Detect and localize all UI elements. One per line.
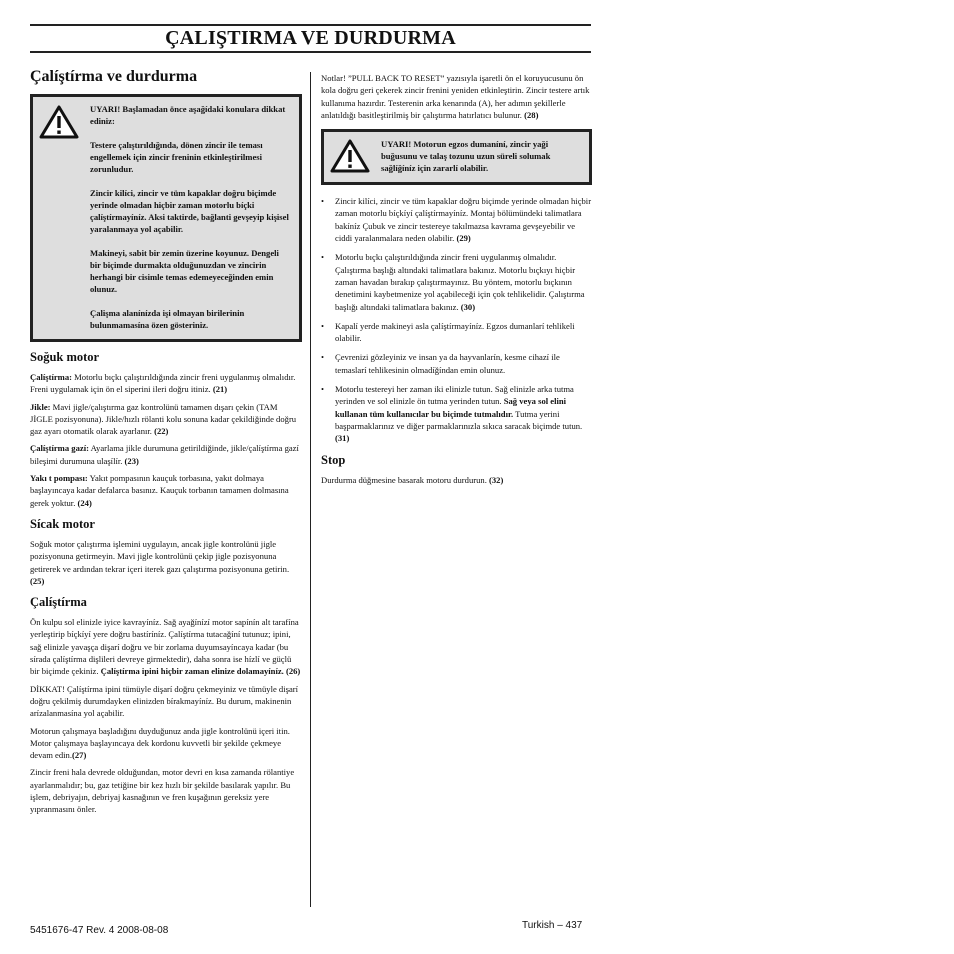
page-title: ÇALIŞTIRMA VE DURDURMA	[165, 27, 456, 49]
left-column	[30, 68, 302, 821]
paragraph: Ön kulpu sol elinizle iyice kavrayíníz. Sağ ayağínízí motor sapínín alt tarafína yerleştirip bíçkíyí yere doğru bastíríníz. Çalíştírma tutacağíní tutunuz; ipini, sağ elinizle yavaşça dişarí doğru ve bir zorlama duyumsayíncaya kadar (bu sírada çalíştírma dişlileri devreye girmektedir), daha sonra ise hízlí ve güçlü bir biçimde çekiniz. Çalíştírma ipini hiçbir zaman elinize dolamayíníz. (26)	[30, 617, 301, 677]
heading-soguk-motor: Soğuk motor	[30, 350, 100, 364]
paragraph: Durdurma düğmesine basarak motoru durdurun. (32)	[321, 474, 504, 485]
section-title: Çalíştírma ve durdurma	[30, 68, 198, 85]
warning-para: Zincir kilíci, zincir ve tüm kapaklar doğru biçimde yerinde olmadan hiçbir zaman motorlu bíçki çalíştírmayíníz. Aksi taktirde, bağlanti gevşeyip kişisel yaralanmaya yol açabilir.	[90, 188, 289, 234]
list-item: • Motorlu testereyi her zaman iki elinizle tutun. Sağ elinizle arka tutma yerinden ve sol elinizle ön tutma yerinden tutun. Sağ veya sol elini kullanan tüm kullanıcılar bu biçimde tutmalıdır. Tutma yerini başparmaklarınız ve diğer parmaklarınızla sıkıca saracak biçimde tutun. (31)	[321, 384, 583, 444]
paragraph: Çalíştírma: Motorlu bıçkı çalıştırıldığında zincir freni uygulanmış olmalıdır. Freni uygulamak için ön el siperini ileri doğru itiniz. (21)	[30, 372, 296, 395]
bullet-list	[321, 195, 592, 444]
warning-para: Testere çalıştırıldığında, dönen zincir ile teması engellemek için zincir freninin etkinleştirilmesi zorunludur.	[90, 140, 263, 174]
paragraph: DİKKAT! Çalíştírma ipini tümüyle dişarí doğru çekmeyiniz ve tümüyle dişarí doğru çekilmiş durumdayken elinizden bírakmayíníz. Bu durum, makinenin arízalanmasína yol açabilir.	[30, 683, 299, 719]
paragraph: Zincir freni hala devrede olduğundan, motor devri en kısa zamanda rölantiye ayarlanmalıdır; bu, gaz tetiğine bir kez hızlı bir şekilde basılarak yapılır. Bu işlem, debriyajın, debriyaj kasnağının ve fren kuşağının gereksiz yere yıpranmasını önler.	[30, 767, 295, 815]
warning-box-start	[30, 94, 302, 342]
warning-para: Makineyi, sabit bir zemin üzerine koyunuz. Dengeli bir biçimde durmakta olduğunuzdan ve zincirin herhangi bir cisimle temas edemeyeceğinden emin olunuz.	[90, 248, 279, 294]
paragraph: Soğuk motor çalıştırma işlemini uygulayın, ancak jigle kontrolünü jigle pozisyonuna getirmeyin. Mavi jigle kontrolünü çekip jigle pozisyonuna getirerek ve ardından tekrar içeri iterek gazı çalıştırma pozisyonuna getirin. (25)	[30, 538, 290, 586]
warning-para: Çalişma alanínízda işi olmayan birilerinin bulunmamasína özen gösteriniz.	[90, 308, 245, 330]
heading-stop: Stop	[321, 452, 346, 467]
paragraph: Motorun çalışmaya başladığını duyduğunuz anda jigle kontrolünü içeri itin. Motor çalışmaya başlayıncaya dek kordonu kuvvetli bir şekilde çekmeye devam edin.(27)	[30, 725, 290, 761]
paragraph: Yakı t pompası: Yakıt pompasının kauçuk torbasına, yakıt dolmaya başlayıncaya kadar defalarca basınız. Kauçuk torbanın tamamen dolmasına gerek yoktur. (24)	[30, 473, 289, 508]
paragraph: Jikle: Mavi jigle/çalıştırma gaz kontrolünü tamamen dışarı çekin (TAM JİGLE pozisyonuna). Jikle/hızlı rölanti kolu sonuna kadar çekildiğinde doğru gaz ayarı otomatik olarak ayarlanır. (22)	[30, 401, 297, 437]
list-item: • Çevrenizi gözleyiniz ve insan ya da hayvanlarín, kesme cihazí ile temaslarí tehlikesinin olmadíğíndan emin olunuz.	[321, 352, 560, 375]
footer-page-label: Turkish – 437	[522, 920, 583, 931]
warning-triangle-icon	[330, 139, 370, 173]
warning-triangle-icon	[39, 105, 79, 139]
footer-doc-code: 5451676-47 Rev. 4 2008-08-08	[30, 925, 169, 936]
list-item: • Motorlu bıçkı çalıştırıldığında zincir freni uygulanmış olmalıdır. Çalıştırma başlığı altındaki talimatlara bakınız. Motorlu bıçkıyı hiçbir zaman havadan bırakıp çalıştırmayınız. Bu yöntem, motorlu bıçkının denetimini kaybetmenize yol açabileceği için çok tehlikelidir. Çalıştırma başlığı altındaki talimatlara bakınız. (30)	[321, 252, 585, 312]
list-item: • Kapalí yerde makineyi asla çalíştírmayíníz. Egzos dumanlarí tehlikeli olabilir.	[321, 320, 575, 344]
warning-box-exhaust	[321, 129, 592, 185]
right-column	[321, 72, 592, 491]
paragraph: Çalíştírma gazí: Ayarlama jikle durumuna getirildiğinde, jikle/çalíştírma gazí bileşimi durumuna ulaşílír. (23)	[30, 443, 299, 466]
heading-sicak-motor: Sícak motor	[30, 516, 95, 531]
heading-calistirma: Çalíştírma	[30, 595, 87, 610]
warning-para: UYARI! Başlamadan önce aşağídaki konulara dikkat ediniz:	[90, 104, 286, 126]
column-divider	[310, 72, 311, 907]
list-item: • Zincir kilíci, zincir ve tüm kapaklar doğru biçimde yerinde olmadan hiçbir zaman motorlu bíçkíyí çalíştírmayíníz. Montaj bölümündeki talimatlara bakíníz Çubuk ve zincir testereye takılmazsa kavrama gevşeyebilir ve ciddi yaralanmalara neden olabilir. (29)	[321, 196, 592, 244]
warning-para: UYARI! Motorun egzos dumaníní, zincir yaği buğusunu ve talaş tozunu uzun süreli solumak sağlíğíníz için zararlí olabilir.	[381, 139, 551, 174]
note-paragraph: Notlar! ”PULL BACK TO RESET” yazısıyla işaretli ön el koruyucusunu ön kola doğru geri çekerek zincir frenini yeniden etkinleştirin. Zincir testere artık kullanıma hazırdır. Testerenin arka kenarında (A), her adımın şekillerle anlatıldığı basitleştirilmiş bir çalıştırma hatırlatıcı bulunur. (28)	[321, 73, 590, 120]
page-title-bar	[30, 24, 591, 53]
